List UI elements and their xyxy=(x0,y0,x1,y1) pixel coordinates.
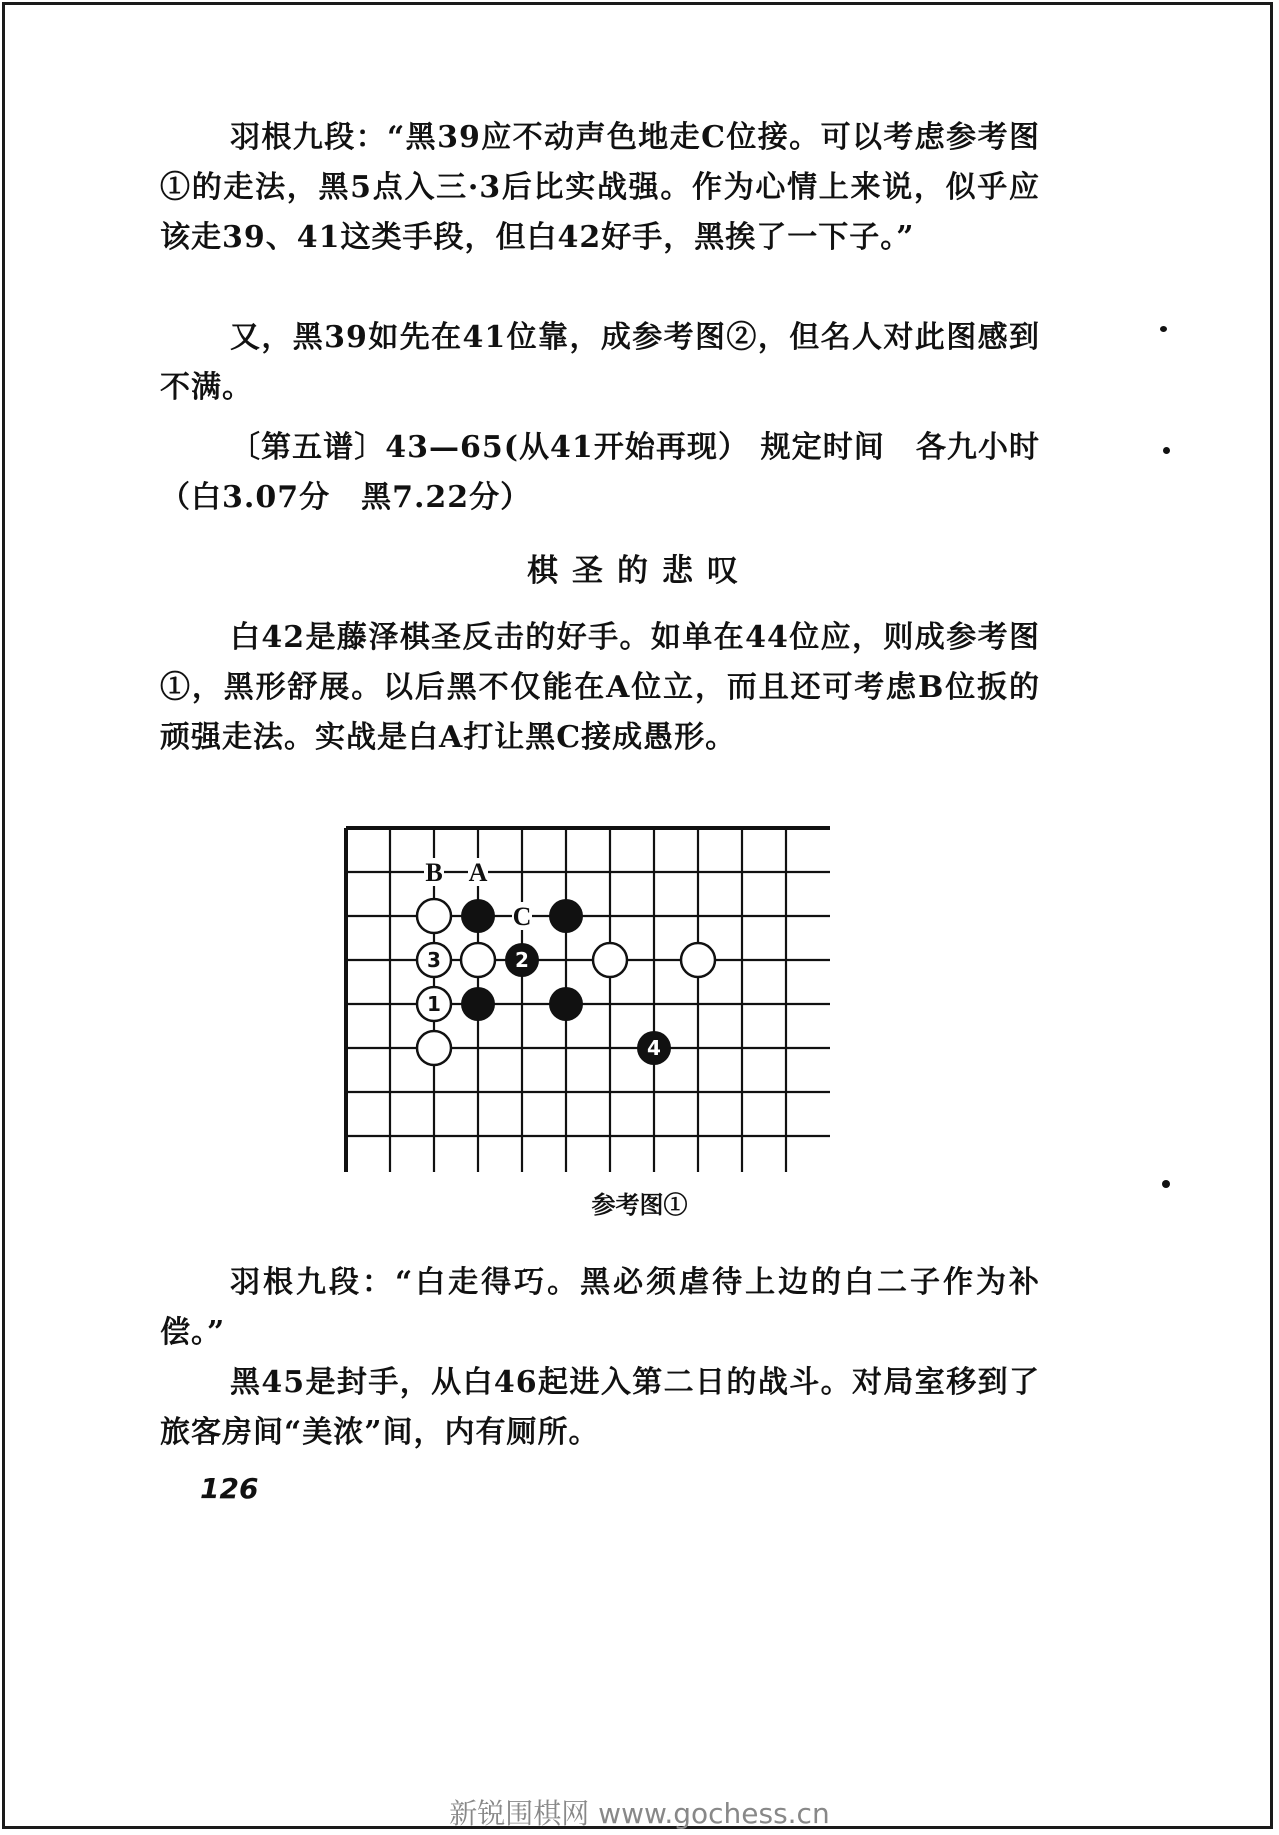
scan-speck xyxy=(1160,326,1167,332)
white-stone xyxy=(593,943,627,977)
paragraph-4: 白42是藤泽棋圣反击的好手。如单在44位应，则成参考图①，黑形舒展。以后黑不仅能在A位立，而且还可考虑B位扳的顽强走法。实战是白A打让黑C接成愚形。 xyxy=(160,620,1040,755)
black-stone xyxy=(461,899,495,933)
watermark-footer: 新锐围棋网 www.gochess.cn xyxy=(449,1797,830,1830)
paragraph-3: 〔第五谱〕43—65(从41开始再现） 规定时间 各九小时（白3.07分 黑7.22分） xyxy=(160,430,1040,515)
paragraph-2: 又，黑39如先在41位靠，成参考图②，但名人对此图感到不满。 xyxy=(160,320,1040,405)
go-diagram xyxy=(338,820,838,1180)
label-C: C xyxy=(512,902,532,931)
paragraph-5: 羽根九段：“白走得巧。黑必须虐待上边的白二子作为补偿。” xyxy=(160,1265,1040,1350)
paragraph-6: 黑45是封手，从白46起进入第二日的战斗。对局室移到了旅客房间“美浓”间，内有厕所。 xyxy=(160,1365,1040,1450)
white-move-3: 3 xyxy=(427,948,441,972)
white-stone xyxy=(681,943,715,977)
scan-speck xyxy=(1163,447,1170,454)
diagram-caption: 参考图① xyxy=(591,1190,688,1219)
black-stone xyxy=(461,987,495,1021)
black-stone xyxy=(549,899,583,933)
label-A: A xyxy=(468,858,488,887)
paragraph-1: 羽根九段：“黑39应不动声色地走C位接。可以考虑参考图①的走法，黑5点入三·3后比实战强。作为心情上来说，似乎应该走39、41这类手段，但白42好手，黑挨了一下子。” xyxy=(160,120,1040,255)
label-B: B xyxy=(425,858,443,887)
section-title: 棋圣的悲叹 xyxy=(527,553,752,589)
white-stone xyxy=(461,943,495,977)
black-stone xyxy=(549,987,583,1021)
go-board xyxy=(338,820,838,1180)
white-stone xyxy=(417,899,451,933)
white-move-1: 1 xyxy=(427,992,441,1016)
black-move-2: 2 xyxy=(515,948,529,972)
page-number: 126 xyxy=(200,1472,259,1505)
black-move-4: 4 xyxy=(647,1036,661,1060)
scan-speck xyxy=(1162,1180,1170,1188)
white-stone xyxy=(417,1031,451,1065)
